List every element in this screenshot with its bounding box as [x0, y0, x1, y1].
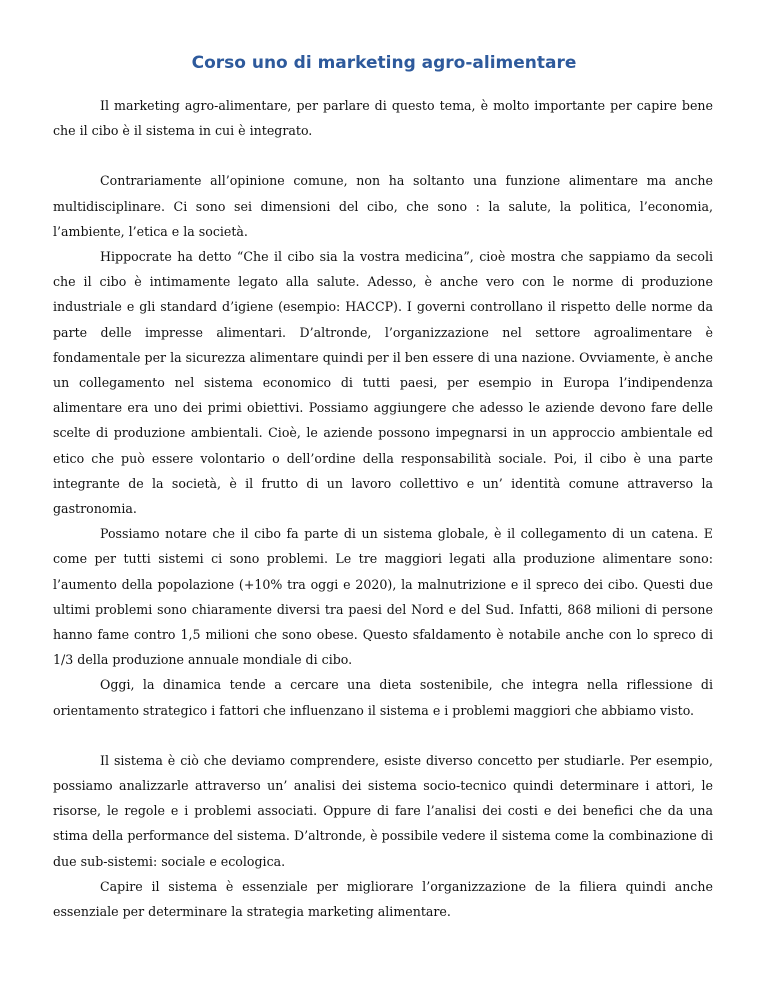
- paragraph-sustainable-diet: Oggi, la dinamica tende a cercare una dieta sostenibile, che integra nella riflessione di orientamento strategico i fattori che influenzano il sistema e i problemi maggiori che abbiamo visto.: [53, 677, 713, 718]
- paragraph-system-analysis: Il sistema è ciò che deviamo comprendere, esiste diverso concetto per studiarle. Per esempio, possiamo analizzarle attraverso un’ analisi dei sistema socio-tecnico quindi determinare i attori, le risorse, le regole e i problemi associati. Oppure di fare l’analisi dei costi e dei benefici che da una stima della performance del sistema. D’altronde, è possibile vedere il sistema come la combinazione di due sub-sistemi: sociale e ecologica.: [53, 752, 713, 869]
- paragraph-dimensions: Contrariamente all’opinione comune, non ha soltanto una funzione alimentare ma anche multidisciplinare. Ci sono sei dimensioni del cibo, che sono : la salute, la politica, l’economia, l’ambiente, l’etica e la società.: [53, 173, 713, 239]
- paragraph-intro: Il marketing agro-alimentare, per parlare di questo tema, è molto importante per capire bene che il cibo è il sistema in cui è integrato.: [53, 98, 713, 139]
- paragraph-conclusion: Capire il sistema è essenziale per migliorare l’organizzazione de la filiera quindi anche essenziale per determinare la strategia marketing alimentare.: [53, 878, 713, 920]
- document-title: Corso uno di marketing agro-alimentare: [191, 53, 577, 73]
- paragraph-hippocrate: Hippocrate ha detto “Che il cibo sia la vostra medicina”, cioè mostra che sappiamo da secoli che il cibo è intimamente legato alla salute. Adesso, è anche vero con le norme di produzione industriale e gli standard d’igiene (esempio: HACCP). I governi controllano il rispetto delle norme da parte delle impresse alimentari. D’altronde, l’organizzazione nel settore agroalimentare è fondamentale per la sicurezza alimentare quindi per il ben essere di una nazione. Ovviamente, è anche un collegamento nel sistema economico di tutti paesi, per esempio in Europa l’indipendenza alimentare era uno dei primi obiettivi. Possiamo aggiungere che adesso le aziende devono fare delle scelte di produzione ambientali. Cioè, le aziende possono impegnarsi in un approccio ambientale ed etico che può essere volontario o dell’ordine della responsabilità sociale. Poi, il cibo è una parte integrante de la società, è il frutto di un lavoro collettivo e un’ identità comune attraverso la gastronomia.: [53, 249, 713, 517]
- paragraph-global-system: Possiamo notare che il cibo fa parte di un sistema globale, è il collegamento di un catena. E come per tutti sistemi ci sono problemi. Le tre maggiori legati alla produzione alimentare sono: l’aumento della popolazione (+10% tra oggi e 2020), la malnutrizione e il spreco dei cibo. Questi due ultimi problemi sono chiaramente diversi tra paesi del Nord e del Sud. Infatti, 868 milioni di persone hanno fame contro 1,5 milioni che sono obese. Questo sfaldamento è notabile anche con lo spreco di 1/3 della produzione annuale mondiale di cibo.: [53, 526, 713, 668]
- document-body: [53, 93, 713, 924]
